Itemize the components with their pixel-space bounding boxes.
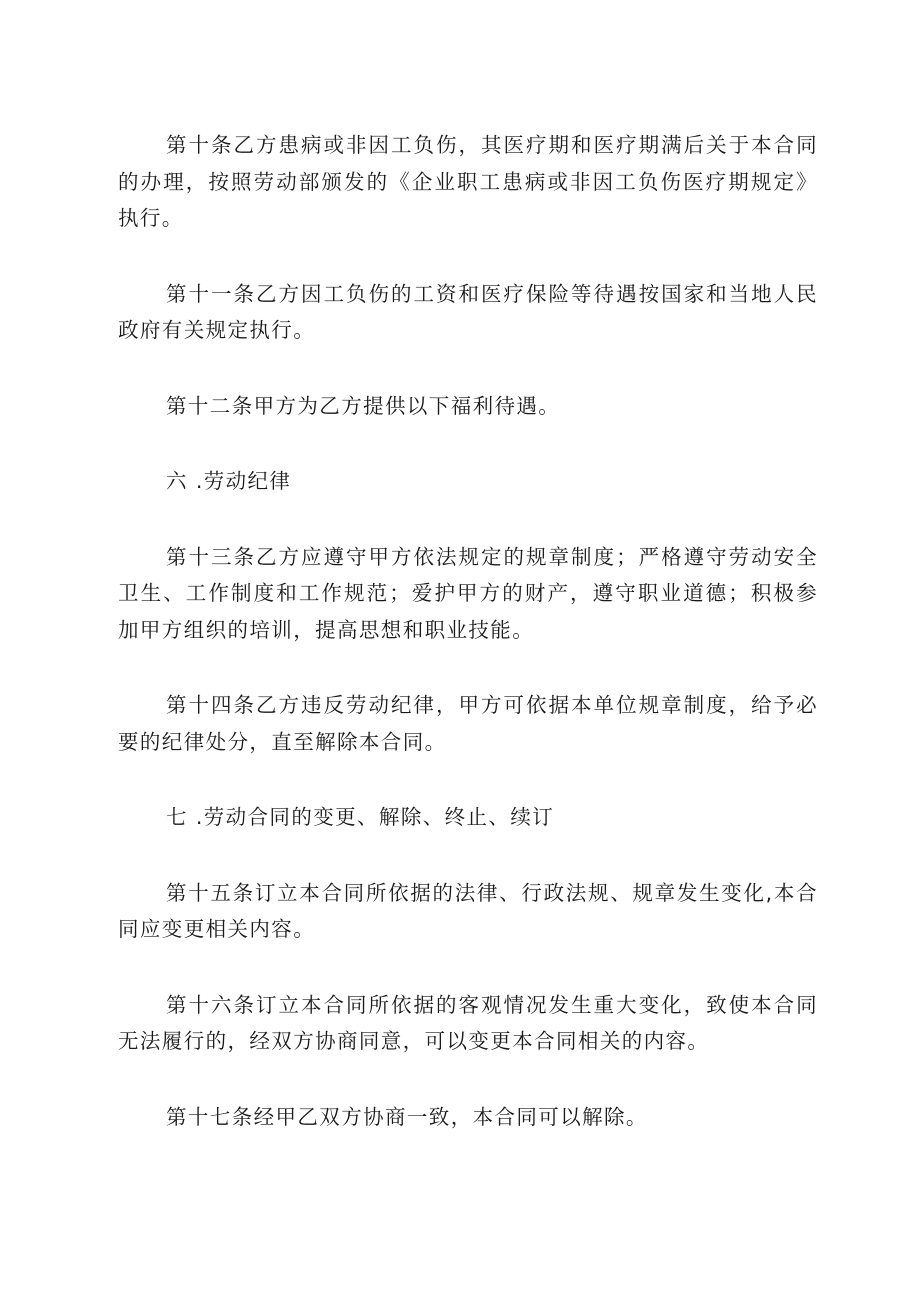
article-10-paragraph: 第十条乙方患病或非因工负伤，其医疗期和医疗期满后关于本合同的办理，按照劳动部颁发的《企业职工患病或非因工负伤医疗期规定》执行。	[118, 133, 818, 230]
article-11-paragraph: 第十一条乙方因工负伤的工资和医疗保险等待遇按国家和当地人民政府有关规定执行。	[118, 281, 818, 342]
article-16-paragraph: 第十六条订立本合同所依据的客观情况发生重大变化，致使本合同无法履行的，经双方协商同意，可以变更本合同相关的内容。	[118, 992, 818, 1053]
article-14-paragraph: 第十四条乙方违反劳动纪律，甲方可依据本单位规章制度，给予必要的纪律处分，直至解除本合同。	[118, 693, 818, 754]
article-17-paragraph: 第十七条经甲乙双方协商一致，本合同可以解除。	[166, 1104, 648, 1129]
article-12-paragraph: 第十二条甲方为乙方提供以下福利待遇。	[166, 393, 561, 418]
section-6-heading: 六 .劳动纪律	[166, 469, 292, 493]
document-body	[118, 127, 818, 1174]
article-15-paragraph: 第十五条订立本合同所依据的法律、行政法规、规章发生变化,本合同应变更相关内容。	[118, 880, 818, 941]
section-7-heading: 七 .劳动合同的变更、解除、终止、续订	[166, 805, 555, 829]
article-13-paragraph: 第十三条乙方应遵守甲方依法规定的规章制度；严格遵守劳动安全卫生、工作制度和工作规范；爱护甲方的财产，遵守职业道德；积极参加甲方组织的培训，提高思想和职业技能。	[118, 544, 818, 642]
